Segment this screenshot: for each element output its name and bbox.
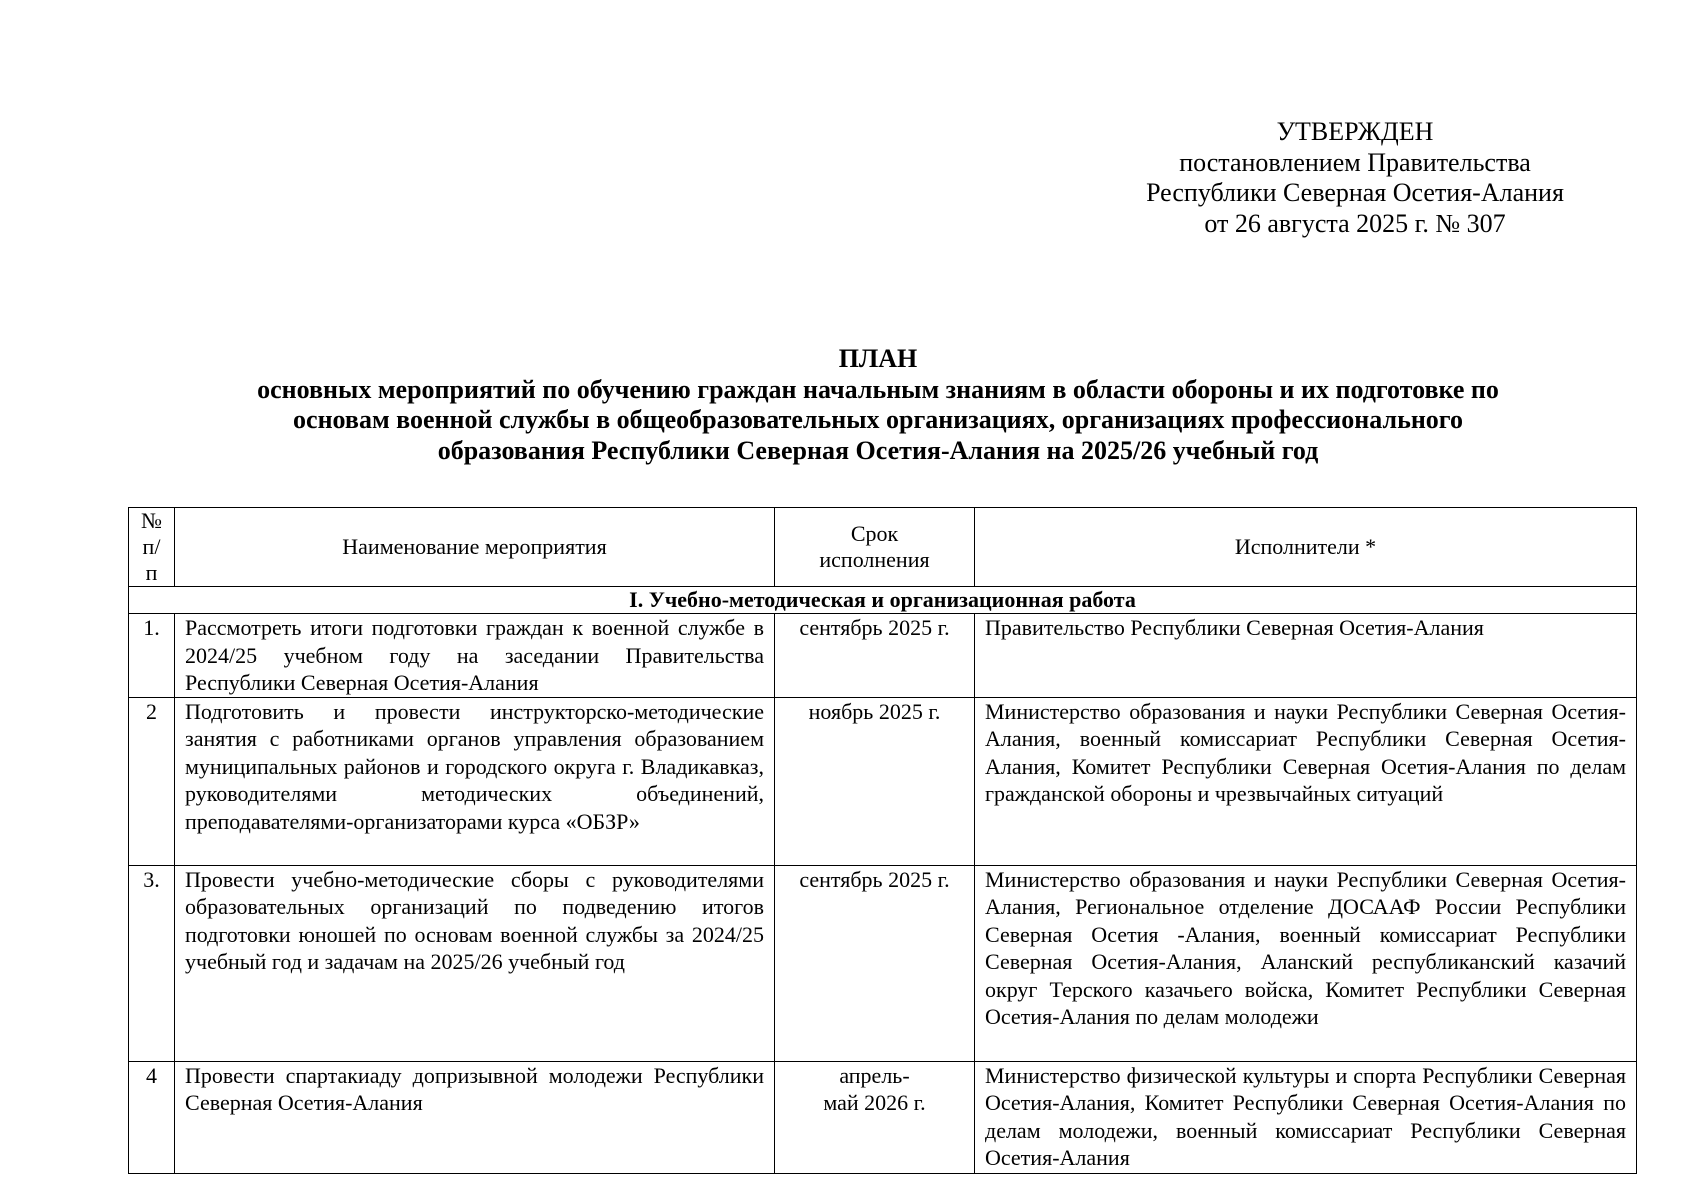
row-activity: Рассмотреть итоги подготовки граждан к военной службе в 2024/25 учебном году на заседании Правительства Республики Северная Осетия-Алания — [175, 614, 775, 698]
approval-heading: УТВЕРЖДЕН — [1276, 117, 1434, 146]
table-header-row — [129, 508, 1637, 587]
title-heading: ПЛАН — [838, 344, 918, 373]
header-num — [129, 508, 175, 587]
row-executors: Министерство образования и науки Республики Северная Осетия-Алания, военный комиссариат Республики Северная Осетия-Алания, Комитет Республики Северная Осетия-Алания по делам гражданской обороны и чрезвычайных ситуаций — [975, 697, 1637, 865]
row-activity: Подготовить и провести инструкторско-методические занятия с работниками органов управления образованием муниципальных районов и городского округа г. Владикавказ, руководителями методических объединений, преподавателями-организаторами курса «ОБЗР» — [175, 697, 775, 865]
header-name: Наименование мероприятия — [175, 508, 775, 587]
row-activity: Провести спартакиаду допризывной молодежи Республики Северная Осетия-Алания — [175, 1061, 775, 1173]
row-executors: Правительство Республики Северная Осетия-Алания — [975, 614, 1637, 698]
header-term — [775, 508, 975, 587]
row-term: сентябрь 2025 г. — [775, 614, 975, 698]
header-num-line1: № — [141, 508, 162, 533]
section-title: I. Учебно-методическая и организационная работа — [129, 587, 1637, 614]
title-line: основных мероприятий по обучению граждан начальным знаниям в области обороны и их подготовке по — [257, 374, 1499, 404]
row-number: 4 — [129, 1061, 175, 1173]
header-term-line1: Срок — [850, 521, 899, 546]
row-term: сентябрь 2025 г. — [775, 865, 975, 1061]
header-term-line2: исполнения — [819, 547, 930, 572]
plan-table — [128, 507, 1637, 1174]
row-number: 1. — [129, 614, 175, 698]
row-number: 3. — [129, 865, 175, 1061]
table-row — [129, 697, 1637, 865]
approval-line: Республики Северная Осетия-Алания — [1146, 178, 1564, 207]
title-line: основам военной службы в общеобразовательных организациях, организациях профессионального — [293, 405, 1463, 434]
row-term: апрель- май 2026 г. — [775, 1061, 975, 1173]
table-row — [129, 614, 1637, 698]
row-executors: Министерство физической культуры и спорта Республики Северная Осетия-Алания, Комитет Республики Северная Осетия-Алания по делам молодежи, военный комиссариат Республики Северная Осетия-Алания — [975, 1061, 1637, 1173]
header-num-line2: п/п — [142, 534, 161, 585]
section-row — [129, 587, 1637, 614]
row-activity: Провести учебно-методические сборы с руководителями образовательных организаций по подведению итогов подготовки юношей по основам военной службы за 2024/25 учебный год и задачам на 2025/26 учебный год — [175, 865, 775, 1061]
table-row — [129, 1061, 1637, 1173]
title-line: образования Республики Северная Осетия-Алания на 2025/26 учебный год — [437, 435, 1319, 465]
approval-line: постановлением Правительства — [1179, 147, 1531, 177]
row-number: 2 — [129, 697, 175, 865]
table-row — [129, 865, 1637, 1061]
approval-date: от 26 августа 2025 г. № 307 — [1204, 208, 1506, 238]
header-executors: Исполнители * — [975, 508, 1637, 587]
row-executors: Министерство образования и науки Республики Северная Осетия-Алания, Региональное отделение ДОСААФ России Республики Северная Осетия -Алания, военный комиссариат Республики Северная Осетия-Алания, Аланский республиканский казачий округ Терского казачьего войска, Комитет Республики Северная Осетия-Алания по делам молодежи — [975, 865, 1637, 1061]
row-term: ноябрь 2025 г. — [775, 697, 975, 865]
document-title — [120, 344, 1636, 466]
approval-stamp — [1070, 117, 1640, 239]
